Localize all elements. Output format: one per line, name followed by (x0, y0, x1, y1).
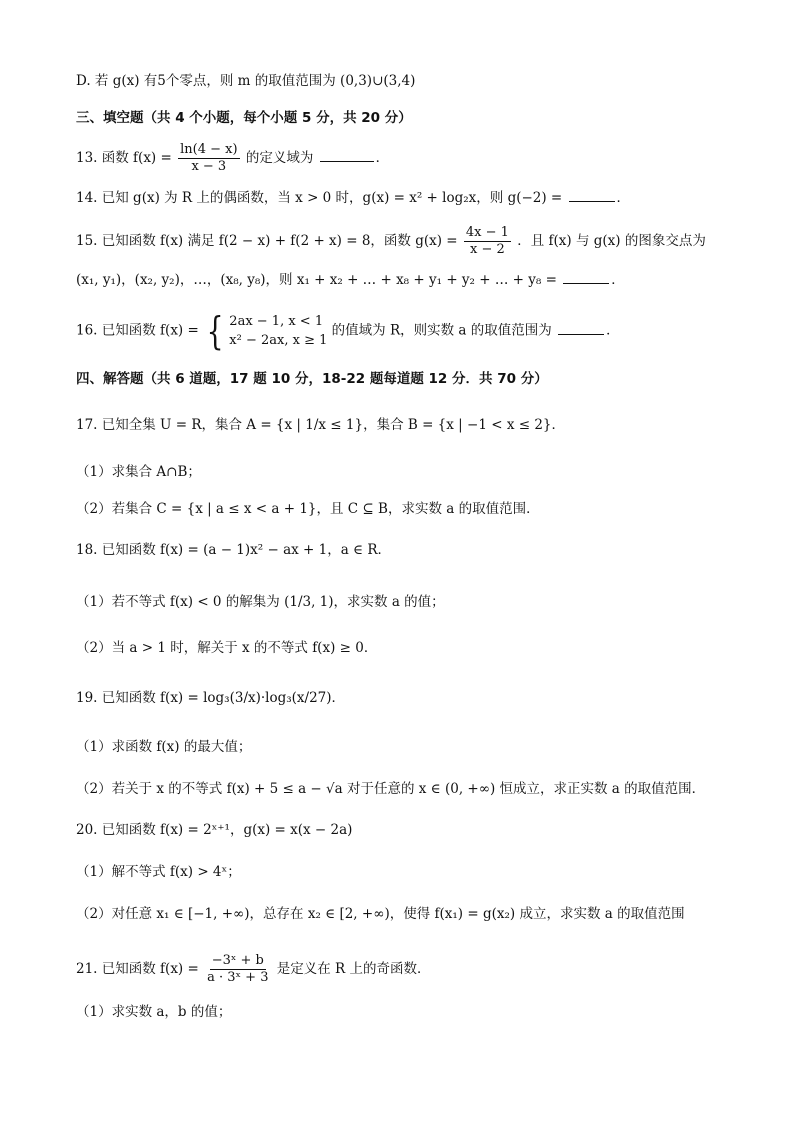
answer-blank (558, 322, 604, 335)
q21-fraction: $\frac{\text{−3ˣ + b}}{\text{a · 3ˣ + 3}}$ (207, 953, 269, 985)
question-21: 21. 已知函数 f(x) = $\frac{\text{−3ˣ + b}}{\text{a · 3ˣ + 3}}$ 是定义在 R 上的奇函数． (76, 953, 431, 985)
question-20-part-1: （1）解不等式 f(x) > 4ˣ； (76, 864, 241, 880)
question-15: 15. 已知函数 f(x) 满足 f(2 − x) + f(2 + x) = 8，函数 g(x) = $\frac{4x - 1}{x - 2}$ ．且 f(x) 与 g(x) 的图象交点为 (76, 225, 706, 257)
question-18-part-1: （1）若不等式 f(x) < 0 的解集为 (1/3, 1)，求实数 a 的值； (76, 594, 445, 610)
q13-fraction: $\frac{\ln(4 - x)}{x - 3}$ (180, 142, 238, 174)
answer-blank (569, 189, 615, 202)
question-19: 19. 已知函数 f(x) = log₃(3/x)·log₃(x/27)． (76, 690, 346, 706)
answer-blank (563, 271, 609, 284)
answer-blank (320, 149, 374, 162)
question-18: 18. 已知函数 f(x) = (a − 1)x² − ax + 1，a ∈ R． (76, 542, 392, 558)
question-19-part-1: （1）求函数 f(x) 的最大值； (76, 739, 252, 755)
question-17-part-2: （2）若集合 C = {x | a ≤ x < a + 1}，且 C ⊆ B，求实数 a 的取值范围． (76, 501, 540, 517)
question-20: 20. 已知函数 f(x) = 2ˣ⁺¹，g(x) = x(x − 2a) (76, 822, 353, 838)
question-19-part-2: （2）若关于 x 的不等式 f(x) + 5 ≤ a − √a 对于任意的 x ∈ (0, +∞) 恒成立，求正实数 a 的取值范围． (76, 781, 706, 797)
q15-fraction: $\frac{4x - 1}{x - 2}$ (465, 225, 509, 257)
question-13: 13. 函数 f(x) = $\frac{\ln(4 - x)}{x - 3}$ 的定义域为 ． (76, 142, 390, 174)
section-fill-in-title: 三、填空题（共 4 个小题，每个小题 5 分，共 20 分） (76, 110, 412, 126)
brace-glyph: { (206, 309, 224, 353)
question-17-part-1: （1）求集合 A∩B； (76, 464, 201, 480)
option-d: D. 若 g(x) 有5个零点，则 m 的取值范围为 (0,3)∪(3,4) (76, 73, 416, 89)
section-answer-title: 四、解答题（共 6 道题，17 题 10 分，18-22 题每道题 12 分．共 70 分） (76, 371, 548, 387)
question-20-part-2: （2）对任意 x₁ ∈ [−1, +∞)，总存在 x₂ ∈ [2, +∞)，使得 f(x₁) = g(x₂) 成立，求实数 a 的取值范围 (76, 906, 685, 922)
question-18-part-2: （2）当 a > 1 时，解关于 x 的不等式 f(x) ≥ 0． (76, 640, 378, 656)
question-17: 17. 已知全集 U = R，集合 A = {x | 1/x ≤ 1}，集合 B = {x | −1 < x ≤ 2}． (76, 417, 565, 433)
question-14: 14. 已知 g(x) 为 R 上的偶函数，当 x > 0 时，g(x) = x² + log₂x，则 g(−2) = ． (76, 190, 631, 206)
question-16: 16. 已知函数 f(x) = { 2ax − 1, x < 1 x² − 2ax, x ≥ 1 的值域为 R，则实数 a 的取值范围为 ． (76, 309, 620, 353)
piecewise-function: { 2ax − 1, x < 1 x² − 2ax, x ≥ 1 (206, 309, 328, 353)
question-15-continued: (x₁, y₁)，(x₂, y₂)，…，(x₈, y₈)，则 x₁ + x₂ + … + x₈ + y₁ + y₂ + … + y₈ = ． (76, 272, 625, 288)
question-21-part-1: （1）求实数 a，b 的值； (76, 1004, 232, 1020)
